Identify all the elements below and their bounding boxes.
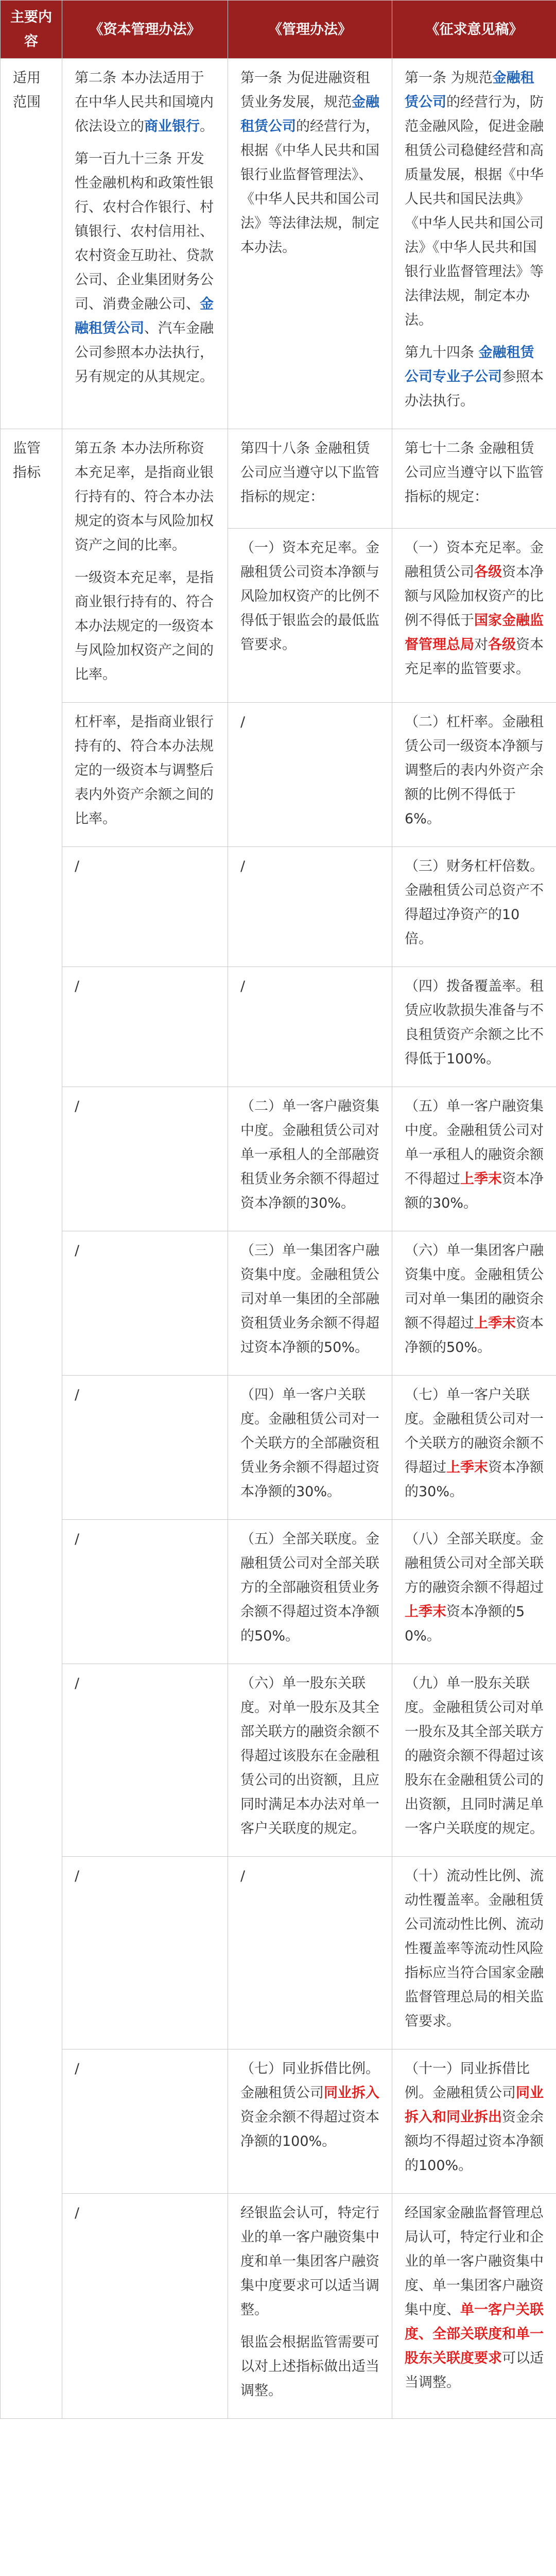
cell-paragraph xyxy=(405,1094,544,1215)
table-cell xyxy=(392,1520,556,1664)
body-text: （二）杠杆率。金融租赁公司一级资本净额与调整后的表内外资产余额的比例不得低于6%。 xyxy=(405,714,544,827)
cell-paragraph xyxy=(75,710,215,831)
table-cell xyxy=(62,1520,228,1664)
body-text: 的经营行为，根据《中华人民共和国银行业监督管理法》、《中华人民共和国公司法》等法律法规，制定本办法。 xyxy=(240,118,379,256)
body-text: / xyxy=(75,1675,80,1691)
body-text: 杠杆率，是指商业银行持有的、符合本办法规定的一级资本与调整后表内外资产余额之间的比率。 xyxy=(75,714,214,827)
cell-paragraph xyxy=(240,66,379,260)
body-text: 资本净额的30%。 xyxy=(405,1171,544,1211)
table-row xyxy=(1,1231,556,1376)
table-cell xyxy=(392,2049,556,2194)
cell-paragraph xyxy=(240,1094,379,1215)
cell-paragraph xyxy=(240,1383,379,1504)
table-cell xyxy=(62,1376,228,1520)
body-text: / xyxy=(75,1387,80,1403)
body-text: （八）全部关联度。金融租赁公司对全部关联方的融资余额不得超过 xyxy=(405,1531,544,1596)
highlight-red-text: 上季末 xyxy=(405,1604,446,1620)
cell-paragraph xyxy=(405,341,544,413)
header-capital-rules: 《资本管理办法》 xyxy=(62,1,228,59)
table-cell xyxy=(62,59,228,429)
table-row xyxy=(1,1520,556,1664)
cell-paragraph xyxy=(405,854,544,951)
body-text: 对 xyxy=(474,636,488,653)
body-text: （三）财务杠杆倍数。金融租赁公司总资产不得超过净资产的10倍。 xyxy=(405,858,544,947)
table-cell xyxy=(392,528,556,702)
table-cell xyxy=(392,1664,556,1857)
table-cell xyxy=(228,429,392,529)
table-cell xyxy=(62,1087,228,1231)
table-row xyxy=(1,1857,556,2049)
cell-paragraph xyxy=(75,2201,215,2225)
table-cell xyxy=(392,1376,556,1520)
table-cell xyxy=(392,703,556,847)
cell-paragraph xyxy=(240,1671,379,1841)
table-row xyxy=(1,2194,556,2419)
body-text: / xyxy=(75,978,80,994)
table-cell xyxy=(228,1087,392,1231)
table-cell xyxy=(62,967,228,1087)
cell-paragraph xyxy=(75,147,215,389)
highlight-blue-text: 金融租赁公司 xyxy=(405,70,534,110)
table-cell xyxy=(392,967,556,1087)
cell-paragraph xyxy=(405,710,544,831)
table-row xyxy=(1,847,556,967)
cell-paragraph xyxy=(75,436,215,557)
body-text: / xyxy=(75,1098,80,1114)
body-text: / xyxy=(75,1868,80,1884)
body-text: / xyxy=(75,1531,80,1547)
table-body xyxy=(1,59,556,2419)
body-text: 经银监会认可，特定行业的单一客户融资集中度和单一集团客户融资集中度要求可以适当调整。 xyxy=(240,2205,379,2318)
body-text: （七）单一客户关联度。金融租赁公司对一个关联方的融资余额不得超过 xyxy=(405,1387,544,1476)
table-row xyxy=(1,1087,556,1231)
cell-paragraph xyxy=(405,2201,544,2395)
cell-paragraph xyxy=(405,1864,544,2033)
table-cell xyxy=(62,429,228,703)
body-text: / xyxy=(240,858,246,874)
cell-paragraph xyxy=(75,1671,215,1696)
table-cell xyxy=(62,1664,228,1857)
body-text: 的经营行为，防范金融风险，促进金融租赁公司稳健经营和高质量发展，根据《中华人民共和国民法典》《中华人民共和国公司法》《中华人民共和国银行业监督管理法》等法律法规，制定本办法。 xyxy=(405,94,544,328)
table-cell xyxy=(228,1520,392,1664)
body-text: / xyxy=(75,2061,80,2077)
body-text: 资本充足率的监管要求。 xyxy=(405,636,544,677)
body-text: （十一）同业拆借比例。金融租赁公司 xyxy=(405,2061,530,2101)
table-row xyxy=(1,2049,556,2194)
cell-paragraph xyxy=(75,1864,215,1888)
table-cell xyxy=(392,429,556,529)
body-text: 银监会根据监管需要可以对上述指标做出适当调整。 xyxy=(240,2334,379,2399)
cell-paragraph xyxy=(75,854,215,878)
body-text: 经国家金融监督管理总局认可，特定行业和企业的单一客户融资集中度、单一集团客户融资集中度、 xyxy=(405,2205,544,2318)
cell-paragraph xyxy=(405,2057,544,2178)
body-text: / xyxy=(240,714,246,730)
table-cell xyxy=(392,847,556,967)
cell-paragraph xyxy=(405,436,544,509)
cell-paragraph xyxy=(240,1239,379,1360)
table-cell xyxy=(228,967,392,1087)
body-text: 可以适当调整。 xyxy=(405,2350,544,2391)
body-text: / xyxy=(75,2205,80,2221)
cell-paragraph xyxy=(405,1239,544,1360)
body-text: 资本净额与风险加权资产的比例不得低于 xyxy=(405,564,544,629)
table-cell xyxy=(62,1231,228,1376)
body-text: 第七十二条 金融租赁公司应当遵守以下监管指标的规定： xyxy=(405,440,544,505)
body-text: 。 xyxy=(200,118,214,134)
cell-paragraph xyxy=(240,2201,379,2322)
cell-paragraph xyxy=(75,566,215,687)
highlight-red-text: 各级 xyxy=(488,636,516,653)
table-header-row xyxy=(1,1,556,59)
table-cell xyxy=(228,59,392,429)
table-row xyxy=(1,703,556,847)
table-cell xyxy=(228,2194,392,2419)
body-text: 第一条 为促进融资租赁业务发展，规范 xyxy=(240,70,370,110)
body-text: 一级资本充足率，是指商业银行持有的、符合本办法规定的一级资本与风险加权资产之间的比率。 xyxy=(75,570,214,683)
header-draft-rules: 《征求意见稿》 xyxy=(392,1,556,59)
cell-paragraph xyxy=(405,1671,544,1841)
table-cell xyxy=(228,703,392,847)
cell-paragraph xyxy=(240,2330,379,2403)
table-cell xyxy=(228,1857,392,2049)
body-text: 资本净额的30%。 xyxy=(405,1460,544,1500)
highlight-red-text: 单一客户关联度、全部关联度和单一股东关联度要求 xyxy=(405,2302,544,2366)
table-cell xyxy=(228,2049,392,2194)
body-text: 参照本办法执行。 xyxy=(405,369,544,409)
highlight-red-text: 同业拆入 xyxy=(324,2085,379,2101)
row-label: 监管指标 xyxy=(1,429,62,2419)
cell-paragraph xyxy=(75,974,215,998)
cell-paragraph xyxy=(240,710,379,734)
header-main-content: 主要内容 xyxy=(1,1,62,59)
table-cell xyxy=(392,1857,556,2049)
body-text: （四）拨备覆盖率。租赁应收款损失准备与不良租赁资产余额之比不得低于100%。 xyxy=(405,978,544,1067)
body-text: 资金余额不得超过资本净额的100%。 xyxy=(240,2109,379,2149)
table-row xyxy=(1,59,556,429)
cell-paragraph xyxy=(405,66,544,332)
body-text: 第二条 本办法适用于在中华人民共和国境内依法设立的 xyxy=(75,70,214,134)
body-text: / xyxy=(240,1868,246,1884)
table-cell xyxy=(62,703,228,847)
cell-paragraph xyxy=(240,854,379,878)
table-cell xyxy=(392,2194,556,2419)
table-cell xyxy=(392,1087,556,1231)
highlight-red-text: 国家金融监督管理总局 xyxy=(405,612,544,653)
body-text: （十）流动性比例、流动性覆盖率。金融租赁公司流动性比例、流动性覆盖率等流动性风险指标应当符合国家金融监督管理总局的相关监管要求。 xyxy=(405,1868,544,2029)
highlight-blue-text: 商业银行 xyxy=(144,118,200,134)
header-admin-rules: 《管理办法》 xyxy=(228,1,392,59)
table-row xyxy=(1,1376,556,1520)
highlight-blue-text: 金融租赁公司专业子公司 xyxy=(405,345,534,385)
body-text: （九）单一股东关联度。金融租赁公司对单一股东及其全部关联方的融资余额不得超过该股东在金融租赁公司的出资额，且同时满足单一客户关联度的规定。 xyxy=(405,1675,544,1837)
body-text: 第五条 本办法所称资本充足率，是指商业银行持有的、符合本办法规定的资本与风险加权资产之间的比率。 xyxy=(75,440,214,553)
cell-paragraph xyxy=(75,1239,215,1263)
table-cell xyxy=(392,59,556,429)
highlight-red-text: 上季末 xyxy=(474,1315,516,1331)
cell-paragraph xyxy=(405,1527,544,1648)
body-text: （五）全部关联度。金融租赁公司对全部关联方的全部融资租赁业务余额不得超过资本净额的50%。 xyxy=(240,1531,379,1644)
body-text: / xyxy=(75,858,80,874)
body-text: （一）资本充足率。金融租赁公司资本净额与风险加权资产的比例不得低于银监会的最低监管要求。 xyxy=(240,539,379,653)
table-cell xyxy=(228,528,392,702)
highlight-red-text: 上季末 xyxy=(460,1171,502,1187)
highlight-red-text: 同业拆入和同业拆出 xyxy=(405,2085,544,2125)
body-text: / xyxy=(75,1243,80,1259)
cell-paragraph xyxy=(405,536,544,681)
table-row xyxy=(1,429,556,529)
body-text: 资金余额均不得超过资本净额的100%。 xyxy=(405,2109,544,2174)
table-cell xyxy=(228,847,392,967)
body-text: 第九十四条 xyxy=(405,345,479,361)
highlight-blue-text: 金融租赁公司 xyxy=(75,296,214,336)
table-cell xyxy=(62,847,228,967)
body-text: （五）单一客户融资集中度。金融租赁公司对单一承租人的融资余额不得超过 xyxy=(405,1098,544,1187)
cell-paragraph xyxy=(405,974,544,1071)
table-cell xyxy=(62,2049,228,2194)
body-text: （六）单一股东关联度。对单一股东及其全部关联方的融资余额不得超过该股东在金融租赁公司的出资额，且应同时满足本办法对单一客户关联度的规定。 xyxy=(240,1675,379,1837)
body-text: 资本净额的50%。 xyxy=(405,1604,525,1644)
body-text: （一）资本充足率。金融租赁公司 xyxy=(405,539,544,580)
cell-paragraph xyxy=(75,2057,215,2081)
table-cell xyxy=(62,1857,228,2049)
body-text: 、汽车金融公司参照本办法执行，另有规定的从其规定。 xyxy=(75,320,214,385)
cell-paragraph xyxy=(240,974,379,998)
body-text: （三）单一集团客户融资集中度。金融租赁公司对单一集团的全部融资租赁业务余额不得超过资本净额的50%。 xyxy=(240,1243,379,1355)
body-text: （六）单一集团客户融资集中度。金融租赁公司对单一集团的融资余额不得超过 xyxy=(405,1243,544,1331)
table-row xyxy=(1,967,556,1087)
table-row xyxy=(1,1664,556,1857)
cell-paragraph xyxy=(75,1383,215,1407)
row-label: 适用范围 xyxy=(1,59,62,429)
cell-paragraph xyxy=(240,1864,379,1888)
cell-paragraph xyxy=(240,1527,379,1648)
highlight-red-text: 上季末 xyxy=(446,1460,488,1476)
table-cell xyxy=(228,1231,392,1376)
body-text: （七）同业拆借比例。金融租赁公司 xyxy=(240,2061,379,2101)
cell-paragraph xyxy=(240,2057,379,2154)
body-text: / xyxy=(240,978,246,994)
body-text: 第一条 为规范 xyxy=(405,70,493,86)
highlight-blue-text: 金融租赁公司 xyxy=(240,94,379,134)
body-text: 第四十八条 金融租赁公司应当遵守以下监管指标的规定： xyxy=(240,440,379,505)
table-cell xyxy=(392,1231,556,1376)
cell-paragraph xyxy=(405,1383,544,1504)
cell-paragraph xyxy=(75,1094,215,1118)
highlight-red-text: 各级 xyxy=(474,564,502,580)
body-text: 第一百九十三条 开发性金融机构和政策性银行、农村合作银行、村镇银行、农村信用社、农村资金互助社、贷款公司、企业集团财务公司、消费金融公司、 xyxy=(75,151,214,312)
table-cell xyxy=(62,2194,228,2419)
cell-paragraph xyxy=(75,1527,215,1551)
cell-paragraph xyxy=(240,436,379,509)
table-cell xyxy=(228,1664,392,1857)
body-text: （二）单一客户融资集中度。金融租赁公司对单一承租人的全部融资租赁业务余额不得超过资本净额的30%。 xyxy=(240,1098,379,1211)
cell-paragraph xyxy=(75,66,215,139)
cell-paragraph xyxy=(240,536,379,657)
table-cell xyxy=(228,1376,392,1520)
body-text: 资本净额的50%。 xyxy=(405,1315,544,1355)
body-text: （四）单一客户关联度。金融租赁公司对一个关联方的全部融资租赁业务余额不得超过资本净额的30%。 xyxy=(240,1387,379,1500)
